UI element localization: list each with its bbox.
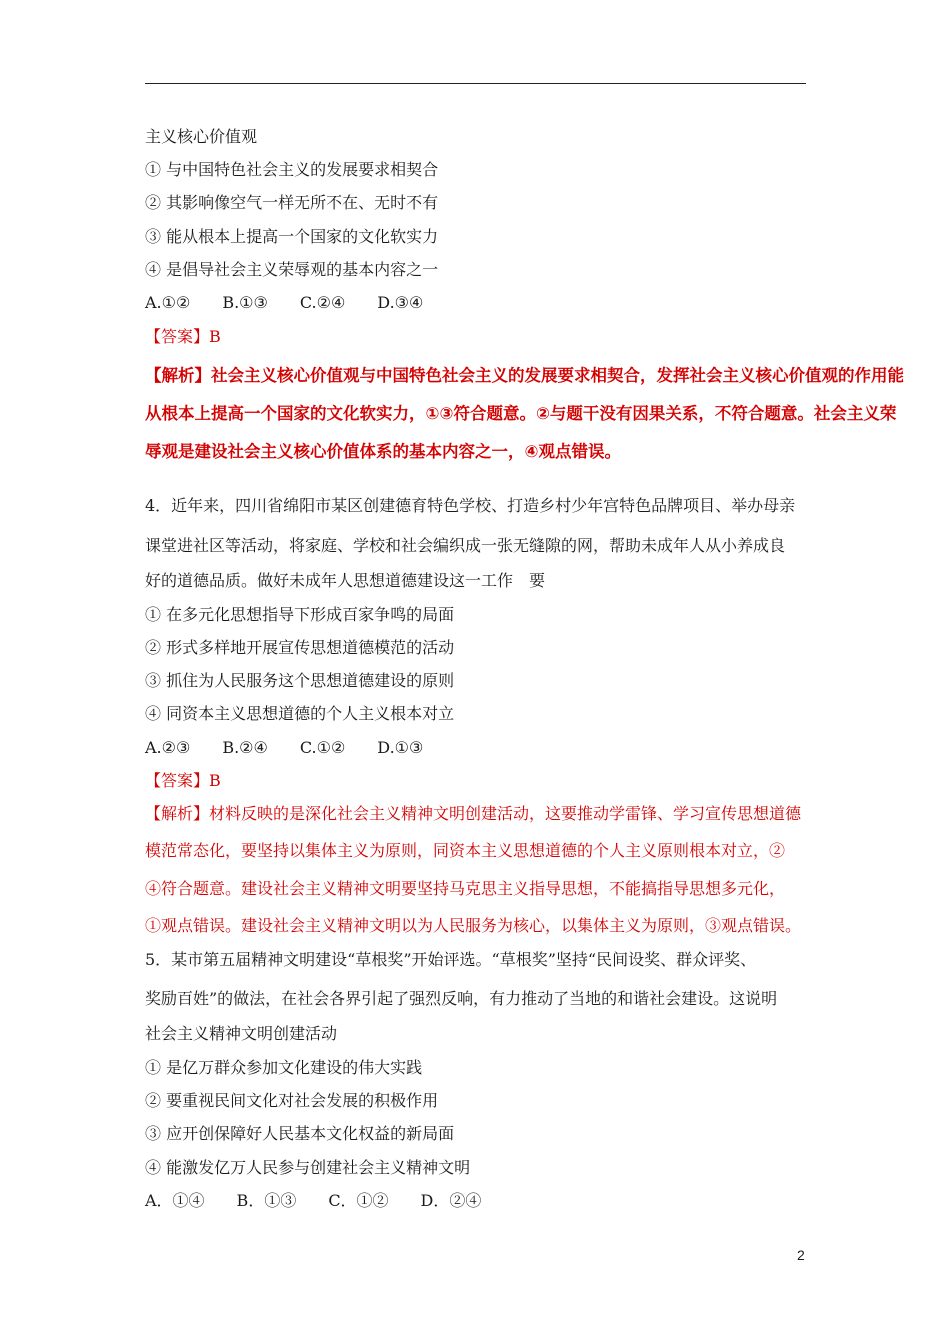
q3-analysis-line-1: 【解析】社会主义核心价值观与中国特色社会主义的发展要求相契合，发挥社会主义核心价值观的作用能 [145,366,904,385]
q5-option-1: ① 是亿万群众参加文化建设的伟大实践 [145,1058,423,1077]
q5-stem-line-1: 5．某市第五届精神文明建设“草根奖”开始评选。“草根奖”坚持“民间设奖、群众评奖、 [145,950,757,969]
q4-answer: 【答案】B [145,771,221,790]
q4-analysis-line-1: 【解析】材料反映的是深化社会主义精神文明创建活动，这要推动学雷锋、学习宣传思想道德 [145,804,802,823]
q3-option-4: ④ 是倡导社会主义荣辱观的基本内容之一 [145,260,439,279]
q4-stem-line-1: 4．近年来，四川省绵阳市某区创建德育特色学校、打造乡村少年宫特色品牌项目、举办母亲 [145,496,796,515]
q3-choices: A.①② B.①③ C.②④ D.③④ [145,293,424,312]
q5-stem-line-3: 社会主义精神文明创建活动 [145,1024,338,1043]
q5-choices: A．①④ B．①③ C．①② D．②④ [145,1191,482,1210]
page-number: 2 [797,1247,805,1263]
q3-option-3: ③ 能从根本上提高一个国家的文化软实力 [145,227,439,246]
q3-option-1: ① 与中国特色社会主义的发展要求相契合 [145,160,439,179]
q3-analysis-line-3: 辱观是建设社会主义核心价值体系的基本内容之一，④观点错误。 [145,442,621,461]
q4-option-3: ③ 抓住为人民服务这个思想道德建设的原则 [145,671,455,690]
q5-option-4: ④ 能激发亿万人民参与创建社会主义精神文明 [145,1158,471,1177]
q4-analysis-line-4: ①观点错误。建设社会主义精神文明以为人民服务为核心，以集体主义为原则，③观点错误。 [145,916,802,935]
q5-stem-line-2: 奖励百姓”的做法，在社会各界引起了强烈反响，有力推动了当地的和谐社会建设。这说明 [145,989,778,1008]
q5-option-2: ② 要重视民间文化对社会发展的积极作用 [145,1091,439,1110]
q4-choices: A.②③ B.②④ C.①② D.①③ [145,738,424,757]
q4-analysis-line-2: 模范常态化，要坚持以集体主义为原则，同资本主义思想道德的个人主义原则根本对立，② [145,841,786,860]
header-rule [145,83,806,84]
q3-option-2: ② 其影响像空气一样无所不在、无时不有 [145,193,439,212]
q4-stem-line-3: 好的道德品质。做好未成年人思想道德建设这一工作 要 [145,571,546,590]
q3-stem-end: 主义核心价值观 [145,127,258,146]
q3-analysis-line-2: 从根本上提高一个国家的文化软实力，①③符合题意。②与题干没有因果关系，不符合题意。社会主义荣 [145,404,897,423]
q5-option-3: ③ 应开创保障好人民基本文化权益的新局面 [145,1124,455,1143]
q4-option-4: ④ 同资本主义思想道德的个人主义根本对立 [145,704,455,723]
q4-analysis-line-3: ④符合题意。建设社会主义精神文明要坚持马克思主义指导思想，不能搞指导思想多元化， [145,879,786,898]
q4-option-2: ② 形式多样地开展宣传思想道德模范的活动 [145,638,455,657]
q4-stem-line-2: 课堂进社区等活动，将家庭、学校和社会编织成一张无缝隙的网，帮助未成年人从小养成良 [145,536,786,555]
q4-option-1: ① 在多元化思想指导下形成百家争鸣的局面 [145,605,455,624]
q3-answer: 【答案】B [145,327,221,346]
